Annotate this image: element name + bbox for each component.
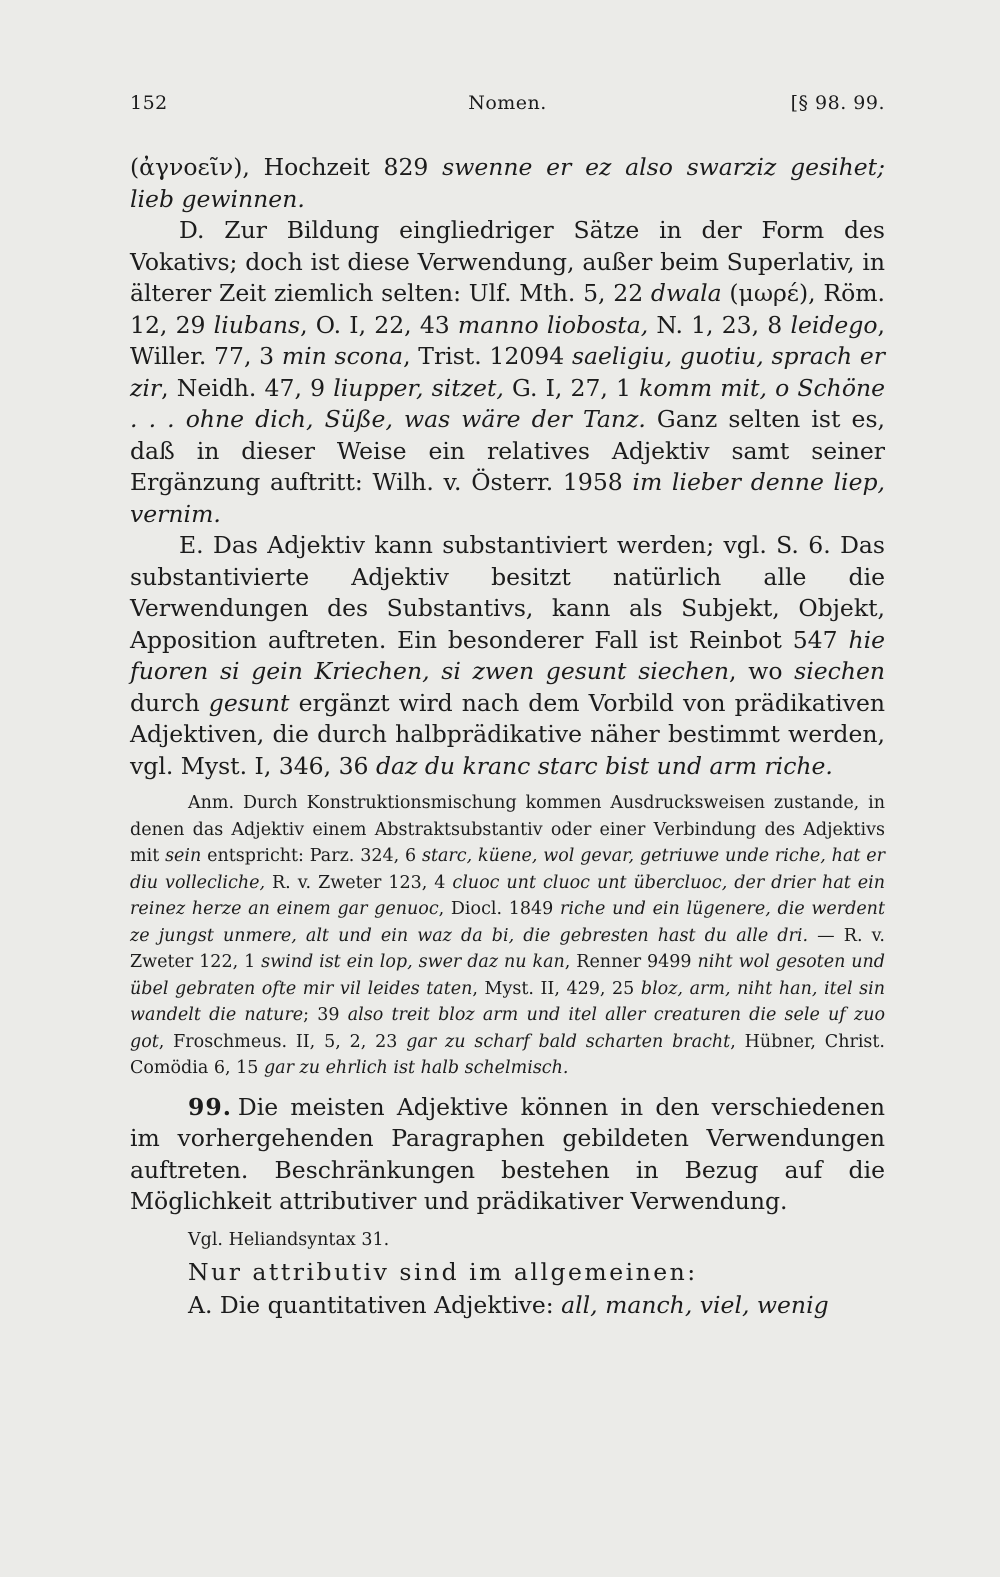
italic-run: starc, küene, wol gevar, getriuwe unde riche, hat er diu vollecliche,: [130, 846, 885, 893]
italic-run: dwala: [650, 279, 722, 307]
section-99-paragraph: [130, 1092, 885, 1218]
text-run: ; 39: [303, 1005, 348, 1025]
page-number: 152: [130, 92, 168, 114]
italic-run: leidego: [790, 310, 878, 339]
italic-run: liubans: [213, 310, 301, 339]
italic-run: also treit bloz arm und itel aller creaturen die sele uf zuo got: [130, 1005, 886, 1052]
annotation-note: [130, 790, 885, 1082]
italic-run: sein: [165, 846, 202, 866]
italic-run: hie fuoren si gein Kriechen, si zwen gesunt siechen: [130, 625, 885, 685]
italic-run: cluoc unt cluoc unt übercluoc, der drier hat ein reinez herze an einem gar genuoc: [130, 872, 885, 919]
text-run: N. 1, 23, 8: [648, 310, 791, 339]
text-run: D. Zur Bildung eingliedriger Sätze in der Form des Vokativs; doch ist diese Verwendung, außer beim Superlativ, in älterer Zeit ziemlich selten: Ulf. Mth. 5, 22: [130, 216, 885, 307]
italic-run: liupper, sitzet,: [333, 373, 504, 402]
closing-lines: [130, 1256, 885, 1322]
list-item-a: [188, 1289, 885, 1322]
italic-run: manno liobosta,: [457, 310, 649, 339]
text-run: , O. I, 22, 43: [300, 310, 458, 339]
text-run: ergänzt wird nach dem Vorbild von prädikativen Adjektiven, die durch halbprädikative näher bestimmt werden, vgl. Myst. I, 346, 36: [130, 688, 885, 780]
italic-run: siechen: [794, 657, 885, 685]
text-run: , wo: [729, 657, 795, 685]
text-run: , Willer. 77, 3: [130, 310, 886, 370]
italic-run: komm mit, o Schöne . . . ohne dich, Süße, was wäre der Tanz.: [130, 373, 886, 433]
italic-run: daz du kranc starc bist und arm riche.: [375, 751, 833, 780]
attributive-heading: Nur attributiv sind im allgemeinen:: [188, 1257, 698, 1286]
italic-run: gesunt: [208, 688, 290, 717]
section-99: [130, 1092, 885, 1218]
text-run: , Renner 9499: [564, 952, 698, 972]
text-run: E. Das Adjektiv kann substantiviert werden; vgl. S. 6. Das substantivierte Adjektiv besitzt natürlich alle die Verwendungen des Substantivs, kann als Subjekt, Objekt, Apposition auftreten. Ein besonderer Fall ist Reinbot 547: [130, 531, 885, 654]
text-run: , Froschmeus. II, 5, 2, 23: [158, 1031, 407, 1052]
text-run: , Hübner, Christ. Comödia 6, 15: [130, 1031, 885, 1078]
running-title: Nomen.: [468, 92, 547, 114]
list-item-a-examples: all, manch, viel, wenig: [561, 1290, 829, 1319]
list-item-a-text: A. Die quantitativen Adjektive:: [188, 1290, 562, 1319]
paragraph-continuation: [130, 152, 885, 215]
text-run: Ganz selten ist es, daß in dieser Weise ein relatives Adjektiv samt seiner Ergänzung auftritt: Wilh. v. Österr. 1958: [130, 405, 885, 496]
book-page: [130, 92, 885, 1322]
text-run: (ἀγνοεῖν), Hochzeit 829: [130, 153, 443, 181]
text-run: entspricht: Parz. 324, 6: [201, 846, 422, 866]
running-header: [130, 92, 885, 122]
italic-run: swenne er ez also swarziz gesihet; lieb gewinnen.: [130, 153, 886, 213]
text-run: Die meisten Adjektive können in den verschiedenen im vorhergehenden Paragraphen gebildeten Verwendungen auftreten. Beschränkungen bestehen in Bezug auf die Möglichkeit attributiver und prädikativer Verwendung.: [130, 1092, 885, 1215]
paragraph-d: [130, 215, 885, 530]
text-run: durch: [130, 688, 209, 717]
paragraph-e: [130, 530, 885, 782]
text-run: R. v. Zweter 123, 4: [265, 872, 453, 893]
text-run: — R. v. Zweter 122, 1: [130, 925, 885, 972]
italic-run: swind ist ein lop, swer daz nu kan: [261, 952, 565, 972]
italic-run: bloz, arm, niht han, itel sin wandelt die nature: [130, 978, 885, 1025]
italic-run: niht wol gesoten und übel gebraten ofte mir vil leides taten: [130, 952, 886, 999]
italic-run: gar zu ehrlich ist halb schelmisch.: [263, 1058, 569, 1078]
text-run: , Trist. 12094: [403, 342, 572, 370]
italic-run: im lieber denne liep, vernim.: [130, 468, 885, 528]
text-run: , Neidh. 47, 9: [161, 373, 334, 402]
italic-run: saeligiu, guotiu, sprach er zir: [130, 342, 886, 402]
text-run: , Diocl. 1849: [438, 899, 560, 919]
text-run: (μωρέ), Röm. 12, 29: [130, 279, 885, 339]
italic-run: min scona: [281, 342, 404, 370]
text-run: , Myst. II, 429, 25: [472, 978, 641, 999]
main-text: [130, 152, 885, 782]
text-run: Anm. Durch Konstruktionsmischung kommen Ausdrucksweisen zustande, in denen das Adjektiv einem Abstraktsubstantiv oder einer Verbindung des Adjektivs mit: [130, 793, 885, 866]
note-paragraph: [130, 790, 885, 1082]
section-number: 99.: [188, 1092, 232, 1121]
section-reference: [§ 98. 99.: [790, 92, 885, 114]
italic-run: riche und ein lügenere, die werdent ze jungst unmere, alt und ein waz da bi, die gebresten hast du alle dri.: [130, 899, 885, 946]
reference-line: Vgl. Heliandsyntax 31.: [188, 1229, 390, 1250]
italic-run: gar zu scharf bald scharten bracht: [406, 1031, 731, 1052]
text-run: G. I, 27, 1: [503, 373, 640, 402]
section-99-text: [130, 1093, 885, 1216]
